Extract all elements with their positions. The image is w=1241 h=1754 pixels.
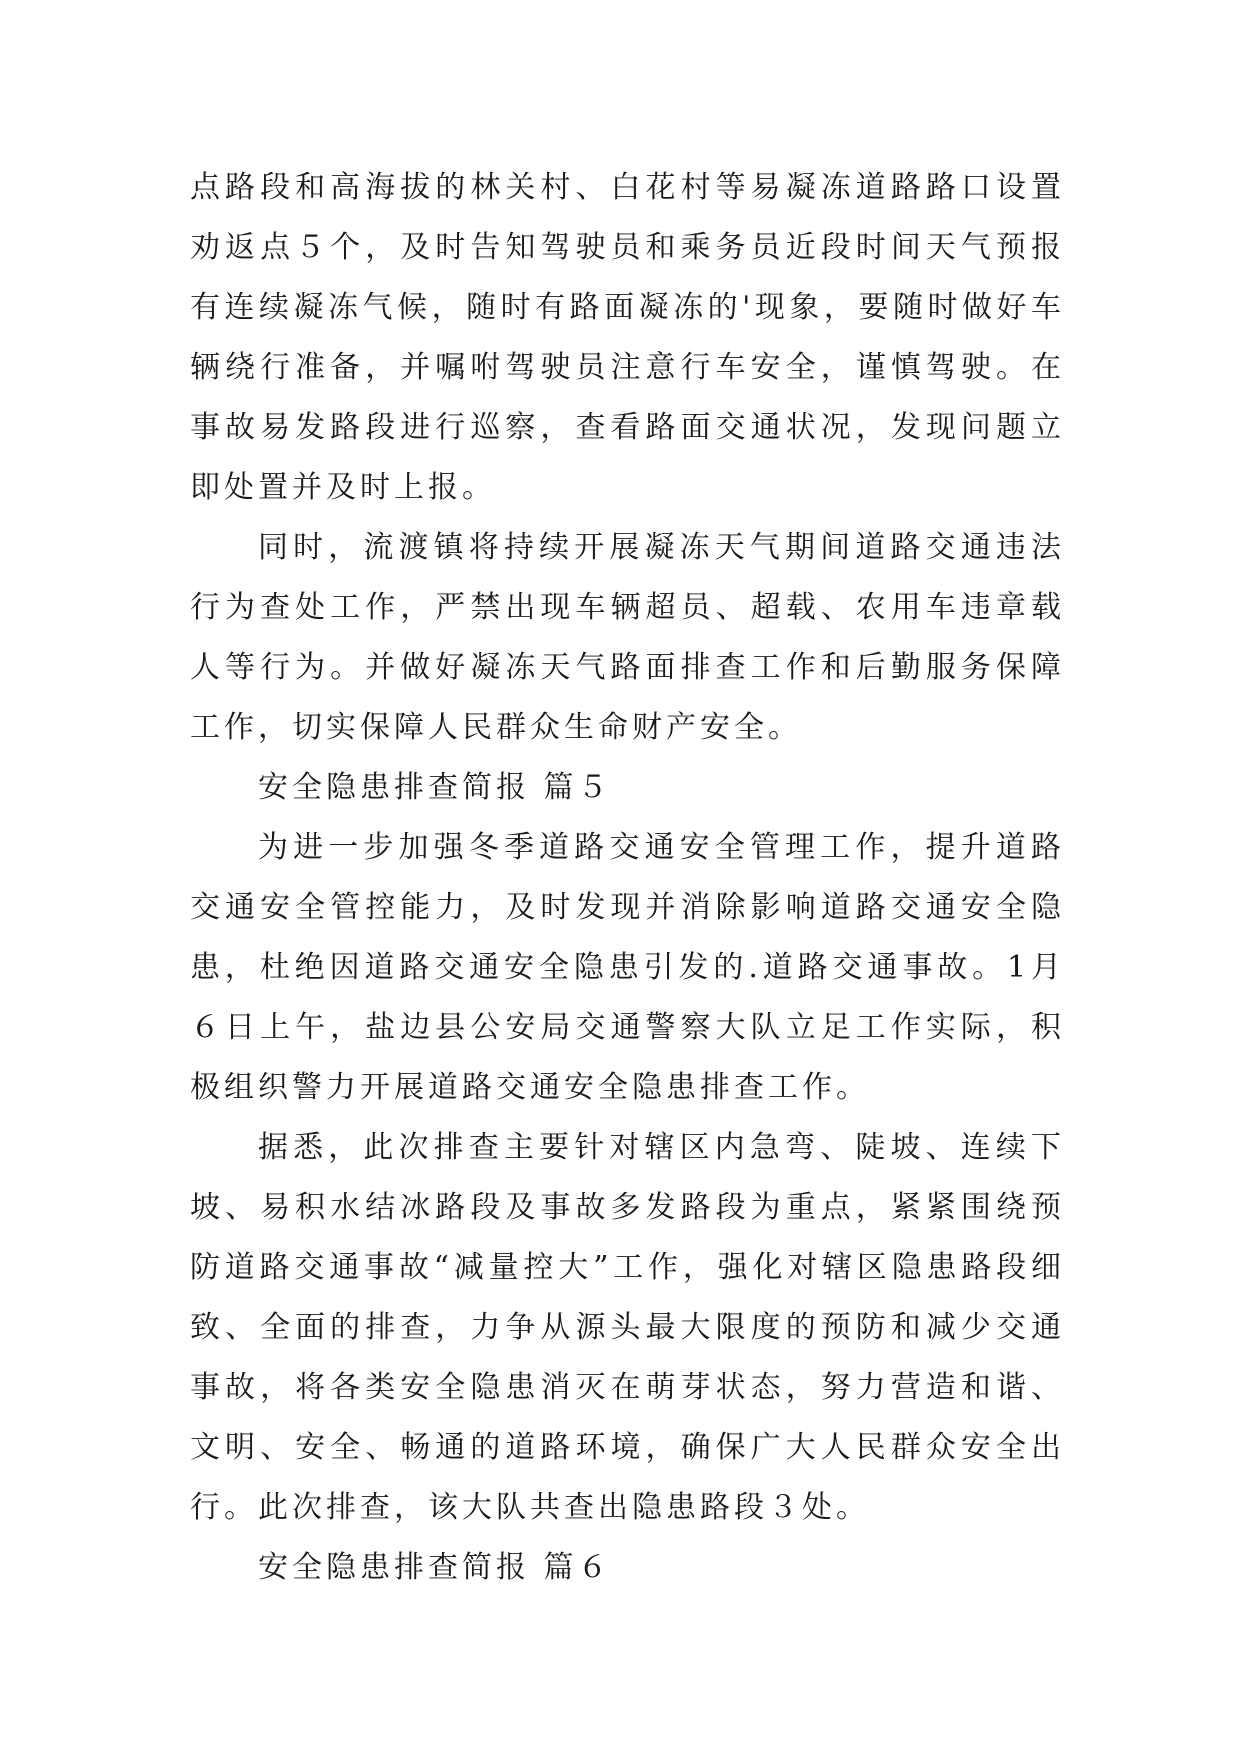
paragraph-continuation: 点路段和高海拔的林关村、白花村等易凝冻道路路口设置劝返点５个，及时告知驾驶员和乘务员近段时间天气预报有连续凝冻气候，随时有路面凝冻的'现象，要随时做好车辆绕行准备，并嘱咐驾驶员注意行车安全，谨慎驾驶。在事故易发路段进行巡察，查看路面交通状况，发现问题立即处置并及时上报。 <box>190 170 1065 505</box>
paragraph-inspection-details: 据悉，此次排查主要针对辖区内急弯、陡坡、连续下坡、易积水结冰路段及事故多发路段为重点，紧紧围绕预防道路交通事故“减量控大”工作，强化对辖区隐患路段细致、全面的排查，力争从源头最大限度的预防和减少交通事故，将各类安全隐患消灭在萌芽状态，努力营造和谐、文明、安全、畅通的道路环境，确保广大人民群众安全出行。此次排查，该大队共查出隐患路段３处。 <box>190 1130 1065 1525</box>
section-heading-part-6: 安全隐患排查简报 篇６ <box>258 1550 612 1585</box>
paragraph-yanbian-inspection: 为进一步加强冬季道路交通安全管理工作，提升道路交通安全管控能力，及时发现并消除影响道路交通安全隐患，杜绝因道路交通安全隐患引发的.道路交通事故。1月６日上午，盐边县公安局交通警察大队立足工作实际，积极组织警力开展道路交通安全隐患排查工作。 <box>190 830 1065 1105</box>
paragraph-liudu-enforcement: 同时，流渡镇将持续开展凝冻天气期间道路交通违法行为查处工作，严禁出现车辆超员、超载、农用车违章载人等行为。并做好凝冻天气路面排查工作和后勤服务保障工作，切实保障人民群众生命财产安全。 <box>190 530 1065 745</box>
document-body <box>190 158 1065 1598</box>
section-heading-part-5: 安全隐患排查简报 篇５ <box>258 770 612 805</box>
